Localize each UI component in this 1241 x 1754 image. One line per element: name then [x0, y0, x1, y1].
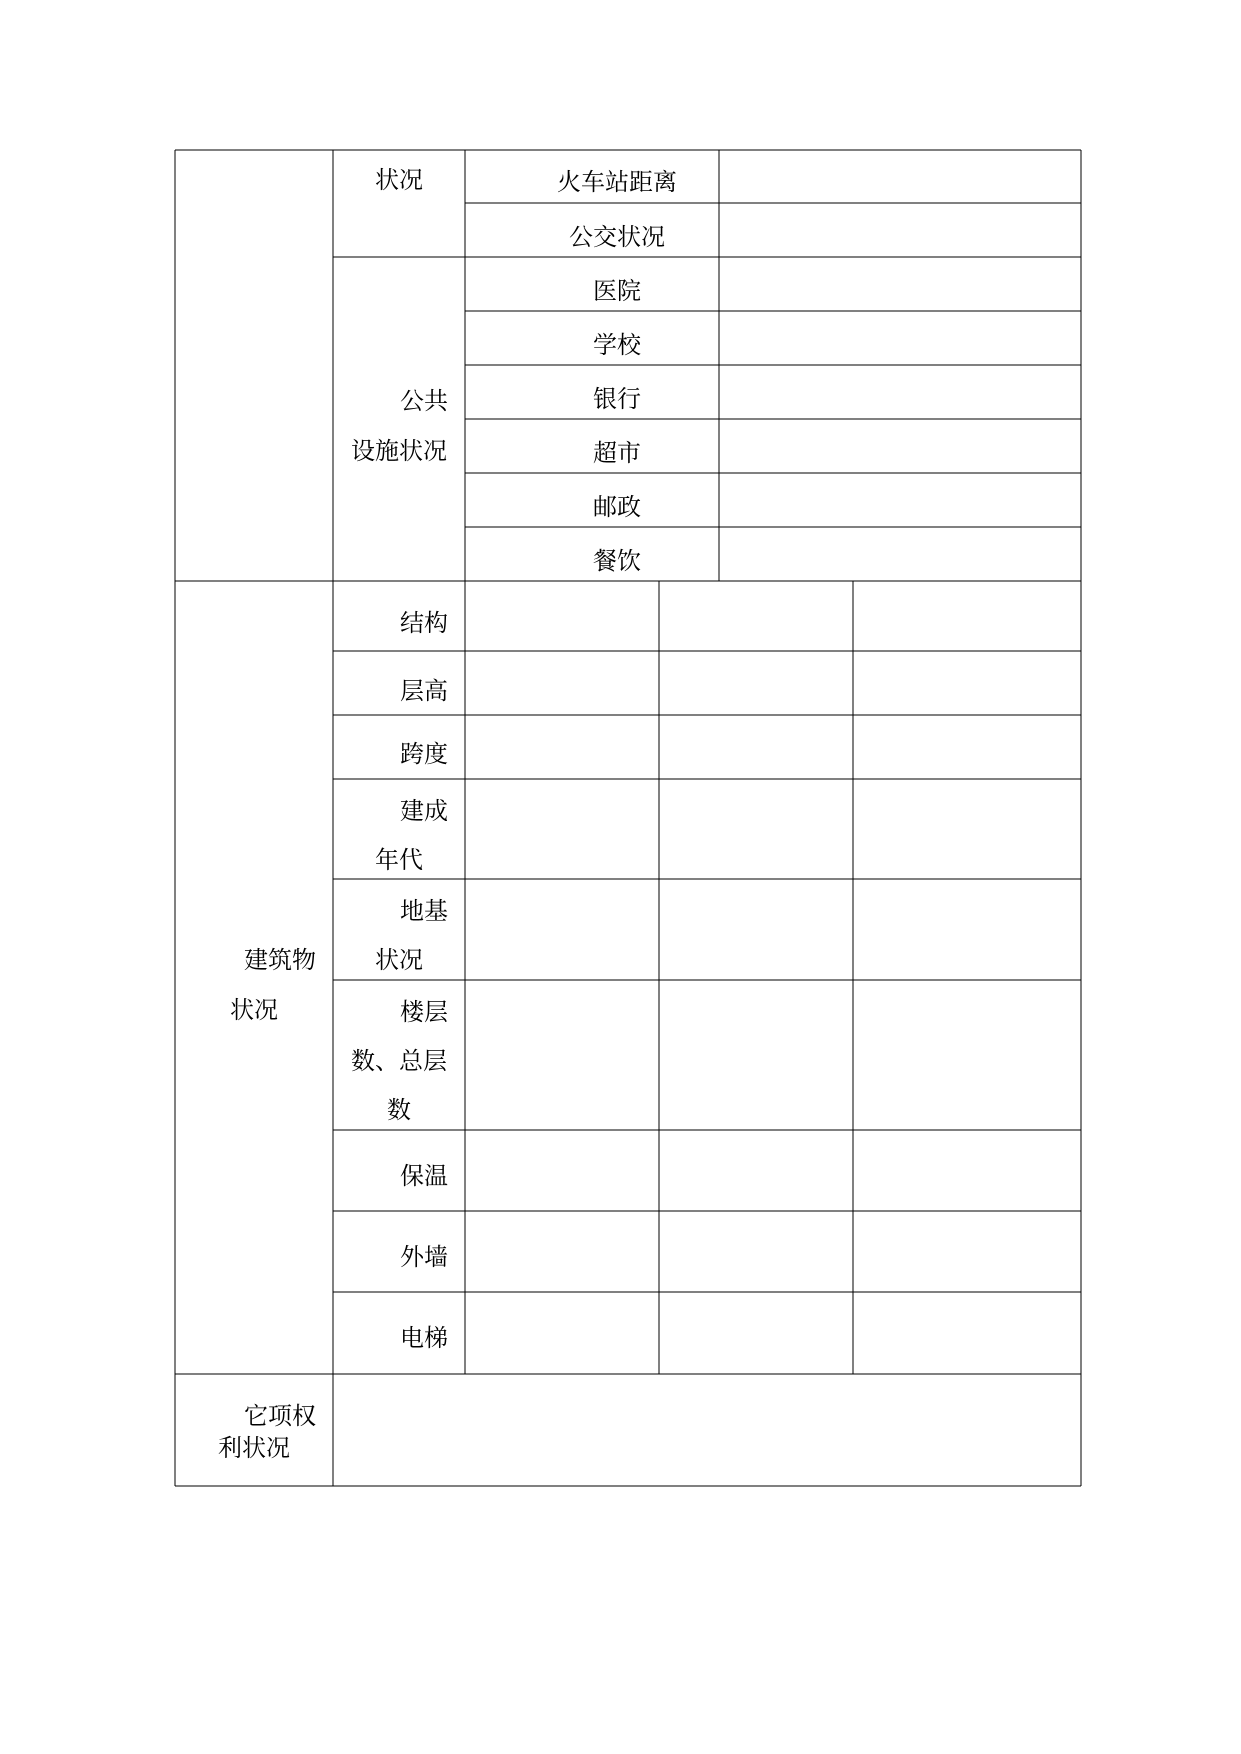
facility-supermarket-value[interactable]: [720, 420, 1080, 472]
built-year-cell-1[interactable]: [466, 780, 658, 878]
row-floor-height-label: 层高: [400, 677, 448, 705]
facility-bank-label: 银行: [593, 385, 641, 413]
bus-status-label: 公交状况: [569, 223, 665, 251]
row-structure-label: 结构: [400, 609, 448, 637]
span-cell-1[interactable]: [466, 716, 658, 778]
exterior-wall-cell-2[interactable]: [660, 1212, 852, 1291]
row-foundation-label-line1: 地基: [400, 897, 448, 925]
facility-hospital-value[interactable]: [720, 258, 1080, 310]
insulation-cell-2[interactable]: [660, 1131, 852, 1210]
floors-cell-3[interactable]: [854, 981, 1080, 1129]
facility-catering-value[interactable]: [720, 528, 1080, 580]
structure-cell-2[interactable]: [660, 582, 852, 650]
exterior-wall-cell-1[interactable]: [466, 1212, 658, 1291]
transport-status-label: 状况: [375, 166, 423, 194]
built-year-cell-3[interactable]: [854, 780, 1080, 878]
row-floors-label-line1: 楼层: [400, 998, 448, 1026]
facility-post-value[interactable]: [720, 474, 1080, 526]
facility-post-label: 邮政: [593, 493, 641, 521]
row-elevator-label: 电梯: [400, 1324, 448, 1352]
facility-bank-value[interactable]: [720, 366, 1080, 418]
insulation-cell-1[interactable]: [466, 1131, 658, 1210]
elevator-cell-1[interactable]: [466, 1293, 658, 1373]
bus-status-value[interactable]: [720, 204, 1080, 256]
building-status-label-line1: 建筑物: [244, 946, 316, 974]
foundation-cell-1[interactable]: [466, 880, 658, 979]
train-station-distance-value[interactable]: [720, 151, 1080, 202]
built-year-cell-2[interactable]: [660, 780, 852, 878]
floor-height-cell-2[interactable]: [660, 652, 852, 714]
elevator-cell-3[interactable]: [854, 1293, 1080, 1373]
public-facilities-label-line2: 设施状况: [351, 437, 447, 465]
floors-cell-1[interactable]: [466, 981, 658, 1129]
row-built-year-label-line2: 年代: [375, 846, 423, 874]
row-exterior-wall-label: 外墙: [400, 1243, 448, 1271]
foundation-cell-3[interactable]: [854, 880, 1080, 979]
row-insulation-label: 保温: [400, 1162, 448, 1190]
row-floors-label-line3: 数: [387, 1096, 411, 1124]
facility-school-label: 学校: [593, 331, 641, 359]
floor-height-cell-1[interactable]: [466, 652, 658, 714]
facility-catering-label: 餐饮: [593, 547, 641, 575]
row-built-year-label-line1: 建成: [400, 797, 448, 825]
facility-supermarket-label: 超市: [593, 439, 641, 467]
span-cell-3[interactable]: [854, 716, 1080, 778]
other-rights-value[interactable]: [334, 1375, 1080, 1485]
row-floors-label-line2: 数、总层: [351, 1047, 447, 1075]
public-facilities-label-line1: 公共: [400, 387, 448, 415]
floor-height-cell-3[interactable]: [854, 652, 1080, 714]
floors-cell-2[interactable]: [660, 981, 852, 1129]
other-rights-label-line1: 它项权: [244, 1402, 316, 1430]
row-foundation-label-line2: 状况: [375, 946, 423, 974]
structure-cell-3[interactable]: [854, 582, 1080, 650]
insulation-cell-3[interactable]: [854, 1131, 1080, 1210]
train-station-distance-label: 火车站距离: [557, 168, 677, 196]
span-cell-2[interactable]: [660, 716, 852, 778]
facility-hospital-label: 医院: [593, 277, 641, 305]
elevator-cell-2[interactable]: [660, 1293, 852, 1373]
other-rights-label-line2: 利状况: [218, 1434, 290, 1462]
exterior-wall-cell-3[interactable]: [854, 1212, 1080, 1291]
row-span-label: 跨度: [400, 740, 448, 768]
foundation-cell-2[interactable]: [660, 880, 852, 979]
building-status-label-line2: 状况: [230, 996, 278, 1024]
structure-cell-1[interactable]: [466, 582, 658, 650]
facility-school-value[interactable]: [720, 312, 1080, 364]
